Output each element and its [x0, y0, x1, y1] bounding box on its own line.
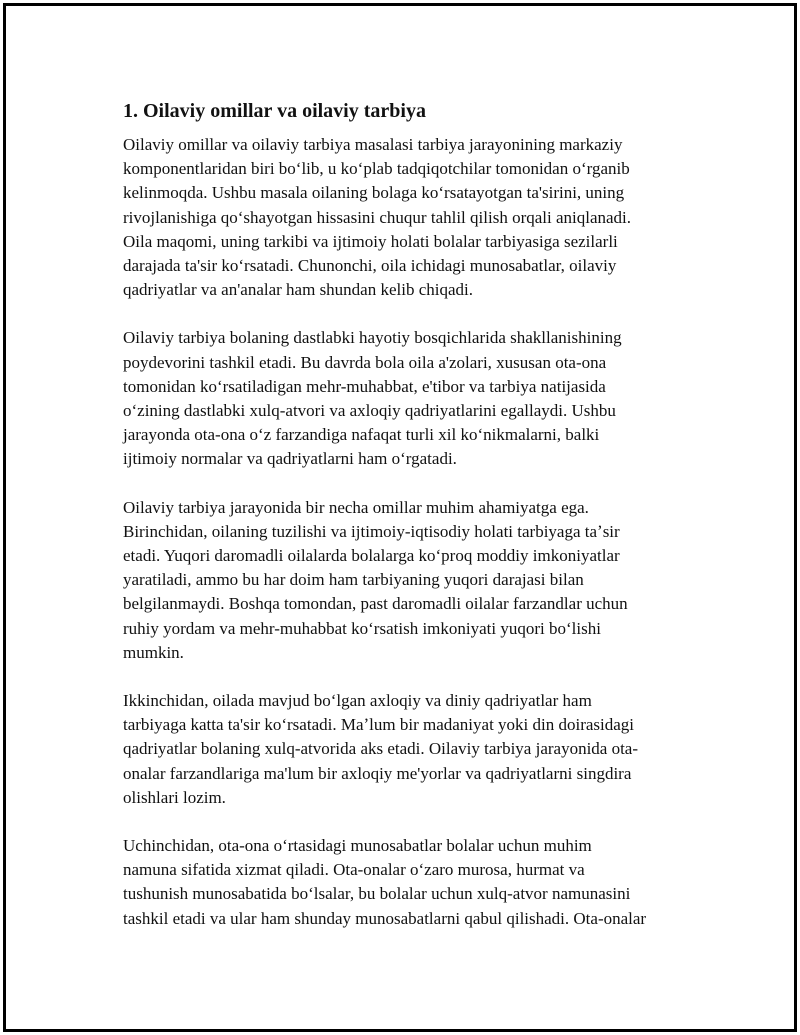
- text-line: Oilaviy tarbiya bolaning dastlabki hayotiy bosqichlarida shakllanishining: [123, 328, 622, 348]
- text-line: belgilanmaydi. Boshqa tomondan, past daromadli oilalar farzandlar uchun: [123, 594, 628, 614]
- page-frame: [3, 3, 797, 1032]
- text-line: onalar farzandlariga ma'lum bir axloqiy me'yorlar va qadriyatlarni singdira: [123, 763, 632, 783]
- text-line: kelinmoqda. Ushbu masala oilaning bolaga koʻrsatayotgan ta'sirini, uning: [123, 183, 625, 203]
- text-line: tomonidan koʻrsatiladigan mehr-muhabbat, e'tibor va tarbiya natijasida: [123, 376, 606, 396]
- text-line: olishlari lozim.: [123, 787, 226, 807]
- text-line: qadriyatlar va an'analar ham shundan kelib chiqadi.: [123, 280, 474, 300]
- paragraph-4: [123, 689, 695, 810]
- text-line: mumkin.: [123, 642, 184, 662]
- text-line: ijtimoiy normalar va qadriyatlarni ham oʻrgatadi.: [123, 449, 457, 469]
- paragraph-2: [123, 326, 695, 471]
- text-line: Oila maqomi, uning tarkibi va ijtimoiy holati bolalar tarbiyasiga sezilarli: [123, 231, 618, 251]
- text-line: Oilaviy omillar va oilaviy tarbiya masalasi tarbiya jarayonining markaziy: [123, 135, 623, 154]
- text-line: etadi. Yuqori daromadli oilalarda bolalarga koʻproq moddiy imkoniyatlar: [123, 546, 620, 566]
- text-line: poydevorini tashkil etadi. Bu davrda bola oila a'zolari, xususan ota-ona: [123, 352, 607, 372]
- text-line: qadriyatlar bolaning xulq-atvorida aks etadi. Oilaviy tarbiya jarayonida ota-: [123, 739, 639, 759]
- text-line: komponentlaridan biri boʻlib, u koʻplab tadqiqotchilar tomonidan oʻrganib: [123, 159, 630, 179]
- document-body: [120, 98, 695, 955]
- text-line: yaratiladi, ammo bu har doim ham tarbiyaning yuqori darajasi bilan: [123, 570, 584, 590]
- text-line: ruhiy yordam va mehr-muhabbat koʻrsatish imkoniyati yuqori boʻlishi: [123, 618, 601, 638]
- text-line: tushunish munosabatida boʻlsalar, bu bolalar uchun xulq-atvor namunasini: [123, 884, 631, 904]
- text-line: Uchinchidan, ota-ona oʻrtasidagi munosabatlar bolalar uchun muhim: [123, 836, 592, 856]
- text-line: Birinchidan, oilaning tuzilishi va ijtimoiy-iqtisodiy holati tarbiyaga taʼsir: [123, 521, 620, 541]
- text-line: darajada ta'sir koʻrsatadi. Chunonchi, oila ichidagi munosabatlar, oilaviy: [123, 256, 617, 276]
- text-line: tarbiyaga katta ta'sir koʻrsatadi. Maʼlum bir madaniyat yoki din doirasidagi: [123, 715, 635, 735]
- paragraph-5: [123, 834, 695, 931]
- text-line: tashkil etadi va ular ham shunday munosabatlarni qabul qilishadi. Ota-onalar: [123, 908, 647, 928]
- text-line: jarayonda ota-ona oʻz farzandiga nafaqat turli xil koʻnikmalarni, balki: [123, 425, 600, 445]
- text-line: namuna sifatida xizmat qiladi. Ota-onalar oʻzaro murosa, hurmat va: [123, 860, 585, 880]
- text-line: rivojlanishiga qoʻshayotgan hissasini chuqur tahlil qilish orqali aniqlanadi.: [123, 207, 632, 227]
- paragraph-3: [123, 496, 695, 665]
- text-line: Oilaviy tarbiya jarayonida bir necha omillar muhim ahamiyatga ega.: [123, 497, 589, 517]
- text-line: Ikkinchidan, oilada mavjud boʻlgan axloqiy va diniy qadriyatlar ham: [123, 691, 592, 711]
- section-heading: 1. Oilaviy omillar va oilaviy tarbiya: [123, 100, 426, 122]
- paragraph-1: [123, 133, 695, 302]
- text-line: oʻzining dastlabki xulq-atvori va axloqiy qadriyatlarini egallaydi. Ushbu: [123, 401, 616, 421]
